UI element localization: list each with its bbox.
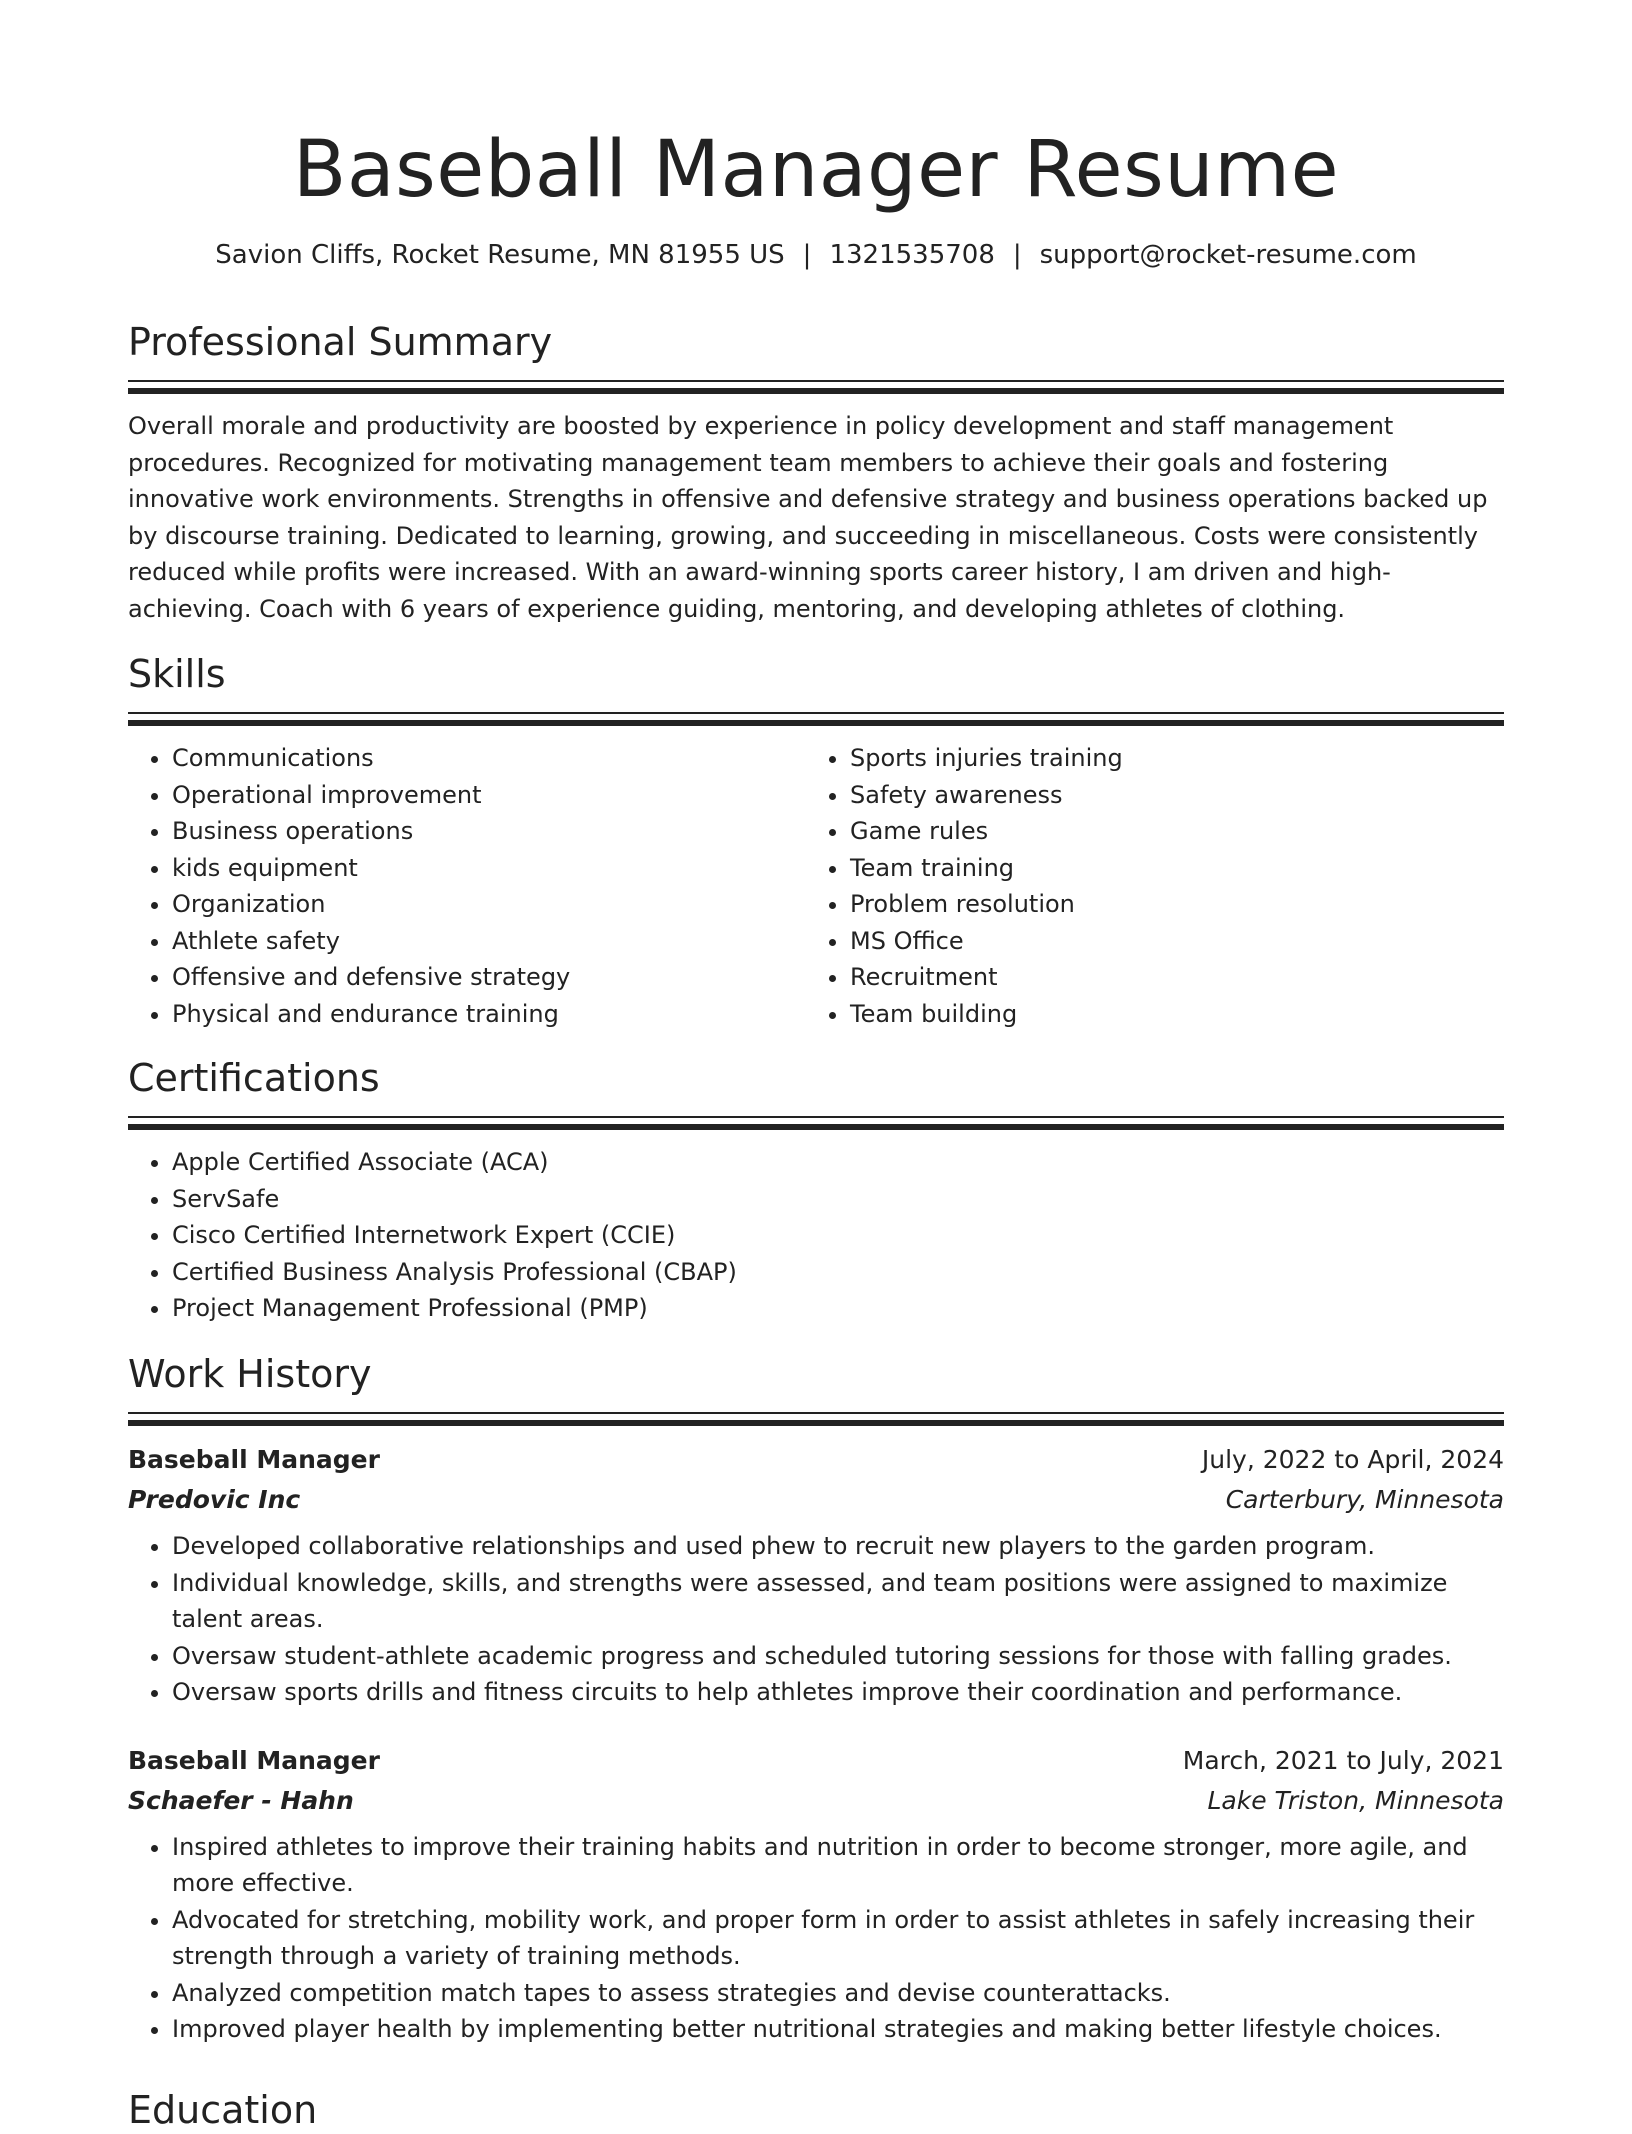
- job-bullet: • Improved player health by implementing better nutritional strategies and making better lifestyle choices.: [172, 2011, 1504, 2048]
- skill-item: • Recruitment: [850, 959, 1484, 996]
- skills-column-left: [128, 740, 806, 1032]
- summary-section: [128, 318, 1504, 627]
- job-dates: July, 2022 to April, 2024: [1201, 1445, 1504, 1474]
- skills-columns: [128, 740, 1504, 1032]
- job-title: Baseball Manager: [128, 1445, 380, 1474]
- job-bullet: • Oversaw student-athlete academic progress and scheduled tutoring sessions for those with falling grades.: [172, 1638, 1504, 1675]
- contact-separator: |: [802, 240, 812, 270]
- skill-item: • Problem resolution: [850, 886, 1484, 923]
- job-bullet: • Inspired athletes to improve their training habits and nutrition in order to become stronger, more agile, and more effective.: [172, 1829, 1504, 1902]
- contact-separator: |: [1012, 240, 1022, 270]
- job-company: Schaefer - Hahn: [128, 1785, 354, 1815]
- certifications-section: [128, 1054, 1504, 1327]
- skill-item: • kids equipment: [172, 850, 806, 887]
- certification-item: • Apple Certified Associate (ACA): [172, 1144, 1504, 1181]
- job-header: [128, 1440, 1504, 1480]
- contact-phone: 1321535708: [829, 240, 995, 270]
- skill-item: • Operational improvement: [172, 777, 806, 814]
- section-heading-work-history: Work History: [128, 1352, 372, 1396]
- skills-section: [128, 650, 1504, 1032]
- skill-item: • Sports injuries training: [850, 740, 1484, 777]
- job-dates: March, 2021 to July, 2021: [1182, 1745, 1504, 1775]
- section-heading-skills: Skills: [128, 652, 226, 696]
- contact-address: Savion Cliffs, Rocket Resume, MN 81955 US: [215, 240, 785, 270]
- section-divider: [128, 380, 1504, 394]
- skills-column-right: [806, 740, 1484, 1032]
- skill-item: • Game rules: [850, 813, 1484, 850]
- job-title: Baseball Manager: [128, 1745, 380, 1775]
- skill-item: • Business operations: [172, 813, 806, 850]
- skill-item: • Athlete safety: [172, 923, 806, 960]
- certification-item: • ServSafe: [172, 1181, 1504, 1218]
- section-divider: [128, 1116, 1504, 1130]
- skill-item: • Safety awareness: [850, 777, 1484, 814]
- section-heading-summary: Professional Summary: [128, 320, 553, 364]
- section-heading-education: Education: [128, 2088, 318, 2132]
- skill-item: • MS Office: [850, 923, 1484, 960]
- certification-item: • Project Management Professional (PMP): [172, 1290, 1504, 1327]
- job-subheader: [128, 1480, 1504, 1520]
- job-entry: [128, 1440, 1504, 1711]
- job-bullet: • Individual knowledge, skills, and strengths were assessed, and team positions were assigned to maximize talent areas.: [172, 1565, 1504, 1638]
- skill-item: • Organization: [172, 886, 806, 923]
- job-location: Lake Triston, Minnesota: [1207, 1785, 1504, 1815]
- skill-item: • Team building: [850, 996, 1484, 1033]
- job-header: [128, 1741, 1504, 1781]
- certification-item: • Certified Business Analysis Professional (CBAP): [172, 1254, 1504, 1291]
- certification-item: • Cisco Certified Internetwork Expert (CCIE): [172, 1217, 1504, 1254]
- skill-item: • Physical and endurance training: [172, 996, 806, 1033]
- job-bullet: • Advocated for stretching, mobility work, and proper form in order to assist athletes in safely increasing their strength through a variety of training methods.: [172, 1902, 1504, 1975]
- education-section: [128, 2086, 1504, 2134]
- job-subheader: [128, 1781, 1504, 1821]
- job-bullet: • Oversaw sports drills and fitness circuits to help athletes improve their coordination and performance.: [172, 1674, 1504, 1711]
- job-entry: [128, 1741, 1504, 2048]
- skill-item: • Communications: [172, 740, 806, 777]
- contact-line: [128, 238, 1504, 272]
- resume-page: [128, 0, 1504, 2132]
- summary-text: Overall morale and productivity are boosted by experience in policy development and staff management procedures. Recognized for motivating management team members to achieve their goals and fostering innovative work environments. Strengths in offensive and defensive strategy and business operations backed up by discourse training. Dedicated to learning, growing, and succeeding in miscellaneous. Costs were consistently reduced while profits were increased. With an award-winning sports career history, I am driven and high-achieving. Coach with 6 years of experience guiding, mentoring, and developing athletes of clothing.: [128, 412, 1488, 623]
- skill-item: • Team training: [850, 850, 1484, 887]
- section-divider: [128, 1412, 1504, 1426]
- job-location: Carterbury, Minnesota: [1225, 1485, 1504, 1514]
- job-company: Predovic Inc: [128, 1485, 301, 1514]
- section-divider: [128, 712, 1504, 726]
- section-heading-certifications: Certifications: [128, 1056, 380, 1100]
- skill-item: • Offensive and defensive strategy: [172, 959, 806, 996]
- work-history-section: [128, 1350, 1504, 2048]
- job-bullet: • Analyzed competition match tapes to assess strategies and devise counterattacks.: [172, 1975, 1504, 2012]
- job-bullet: • Developed collaborative relationships and used phew to recruit new players to the garden program.: [172, 1528, 1504, 1565]
- page-title: Baseball Manager Resume: [292, 125, 1340, 215]
- contact-email[interactable]: support@rocket-resume.com: [1039, 240, 1417, 270]
